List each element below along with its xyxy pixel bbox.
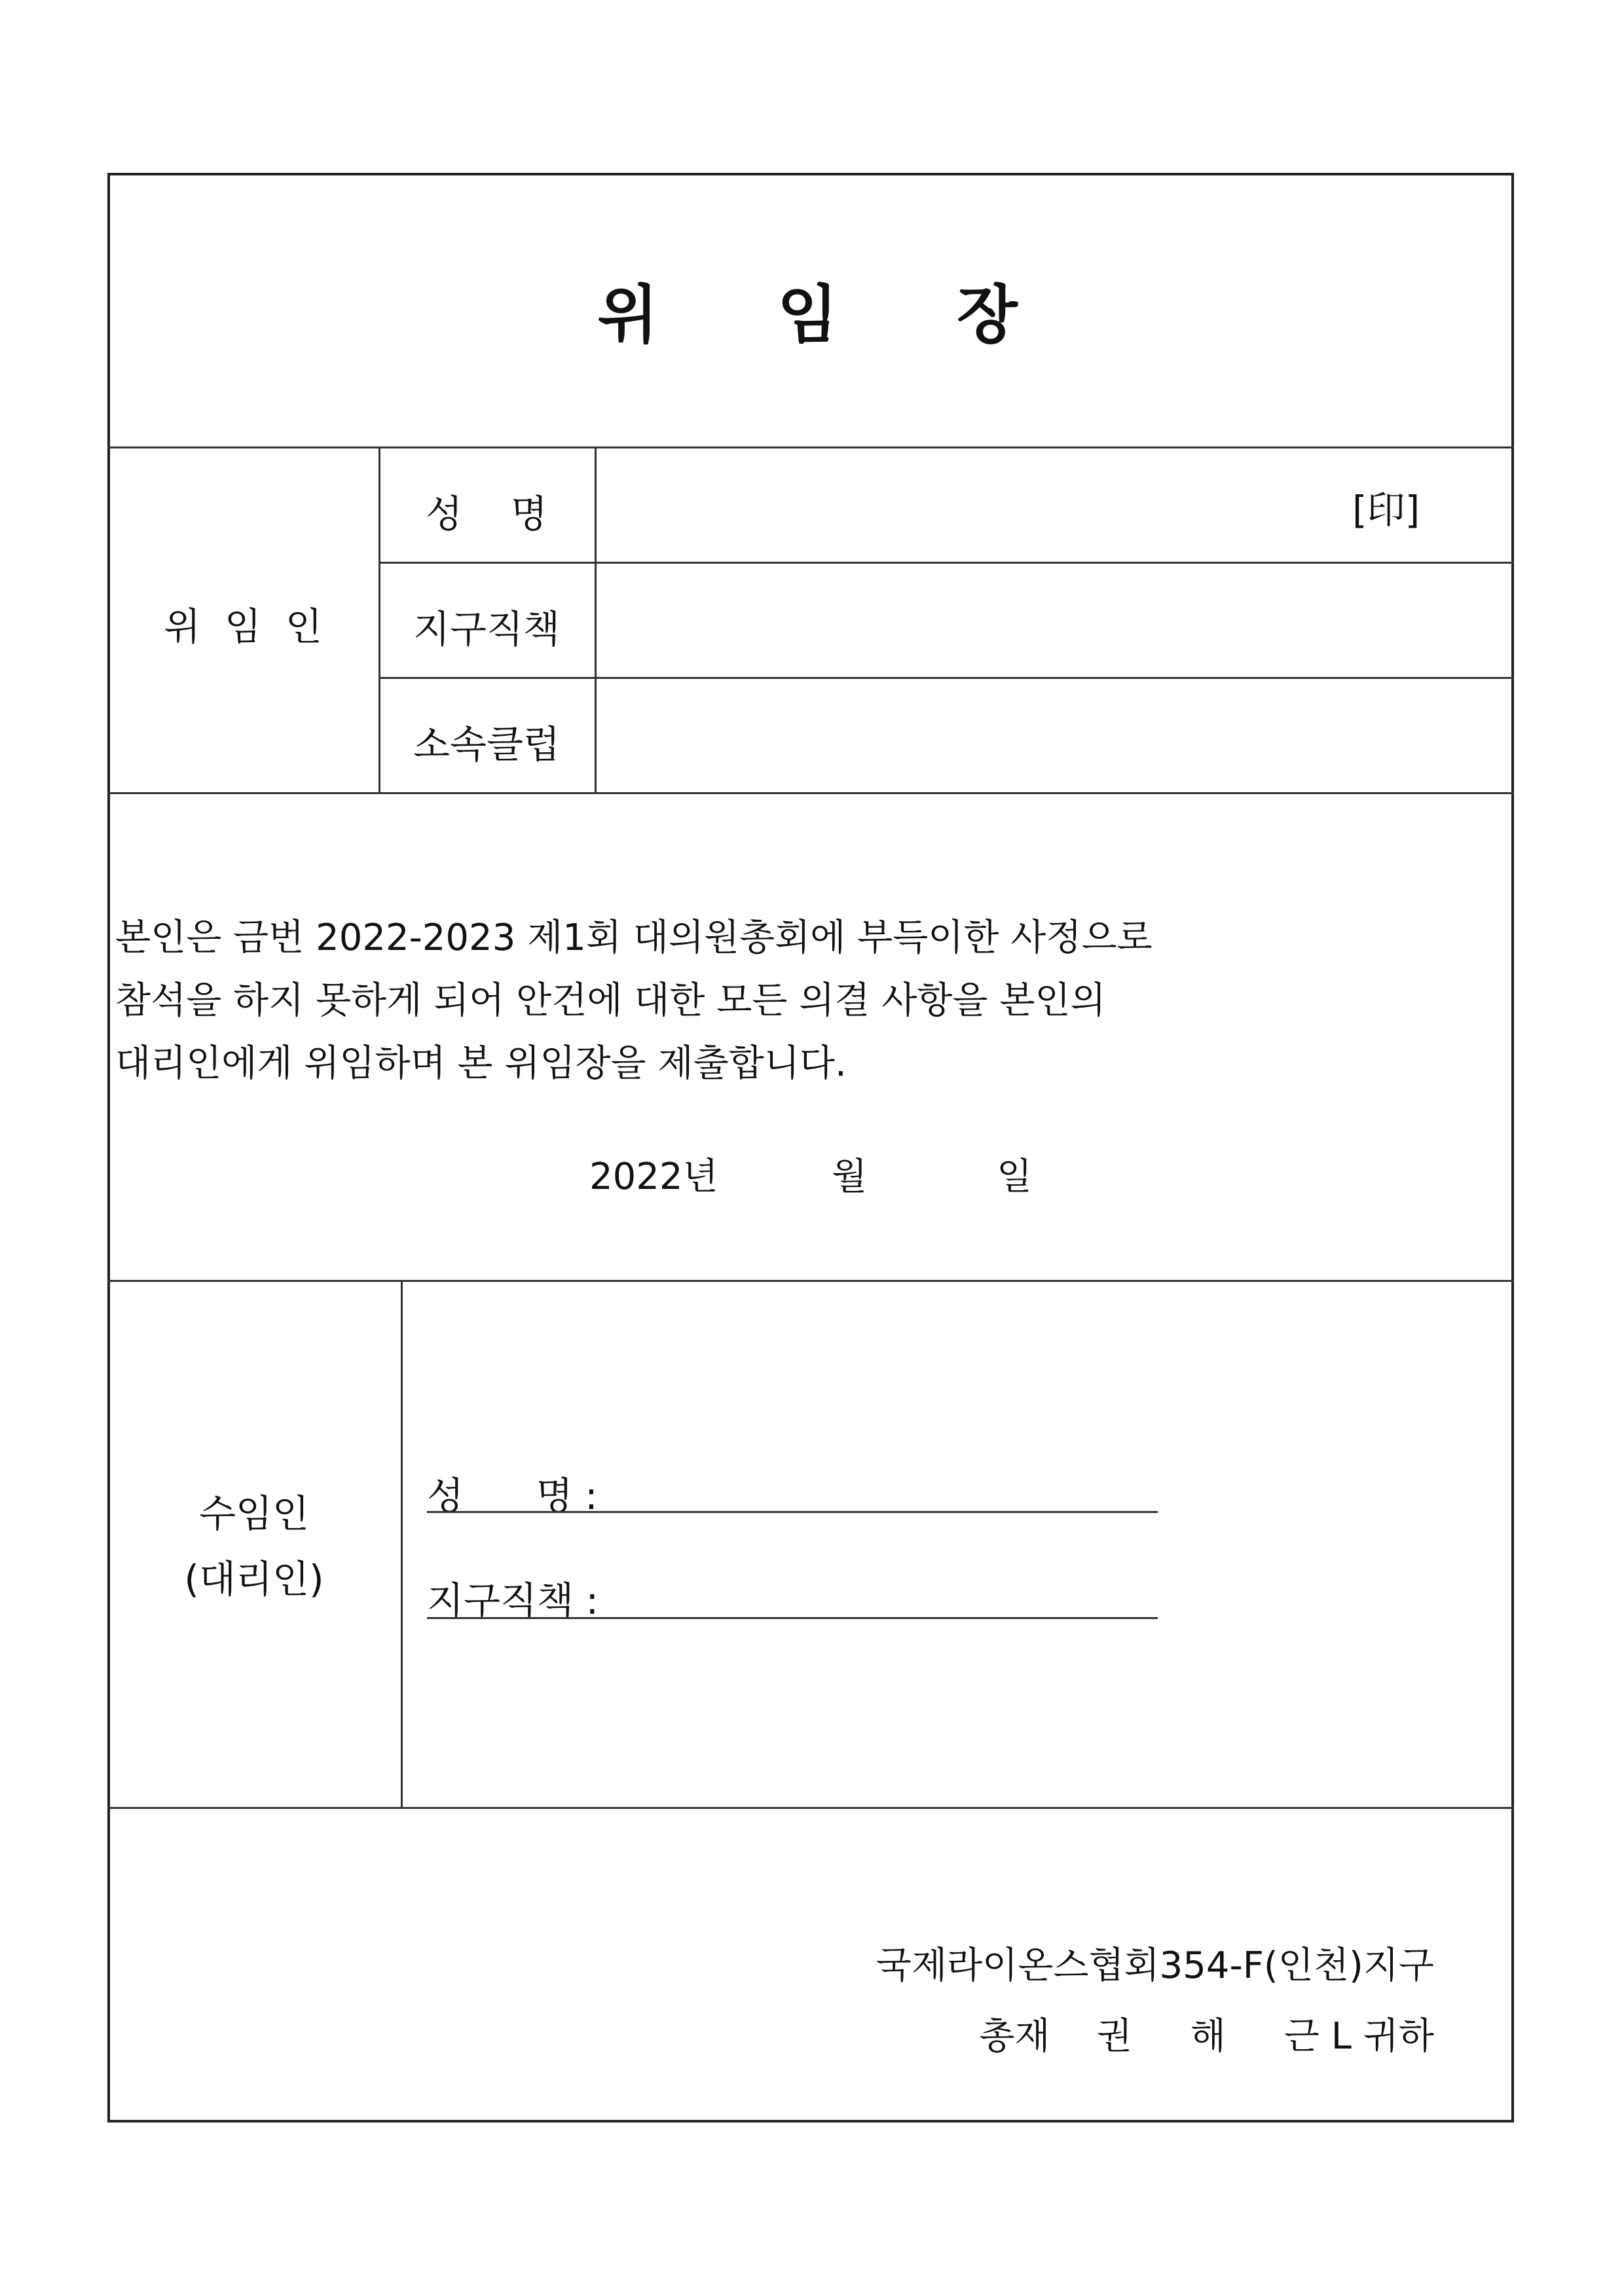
divider-delegator-col2 [595, 446, 597, 792]
proxy-heading-line2: (대리인) [184, 1557, 324, 1601]
divider-proxy [107, 1807, 1514, 1809]
delegator-club-label: 소속클럽 [413, 722, 561, 767]
document-title: 위 임 장 [597, 278, 1024, 352]
delegator-position-label: 지구직책 [413, 607, 561, 651]
divider-row2 [378, 677, 1514, 679]
addressee-organization: 국제라이온스협회354-F(인천)지구 [876, 1944, 1434, 1987]
date-month: 월 [832, 1156, 868, 1198]
statement-line-1: 본인은 금번 2022-2023 제1회 대의원총회에 부득이한 사정으로 [115, 917, 1153, 959]
statement-line-2: 참석을 하지 못하게 되어 안건에 대한 모든 의결 사항을 본인의 [115, 979, 1106, 1022]
proxy-name-field[interactable] [427, 1511, 1158, 1513]
date-year: 2022년 [589, 1156, 718, 1198]
proxy-name-label: 성 명 : [427, 1474, 598, 1518]
statement-line-3: 대리인에게 위임하며 본 위임장을 제출합니다. [115, 1042, 847, 1085]
date-day: 일 [997, 1156, 1033, 1198]
delegator-name-label: 성 명 [426, 492, 547, 536]
document-frame [107, 173, 1514, 2123]
divider-row1 [378, 562, 1514, 564]
divider-delegator [107, 792, 1514, 794]
proxy-heading-line1: 수임인 [198, 1491, 310, 1536]
divider-title [107, 446, 1514, 448]
divider-proxy-col [401, 1280, 403, 1807]
delegator-heading: 위 임 인 [164, 604, 322, 649]
addressee-recipient: 총재 권 해 근 L 귀하 [979, 2015, 1434, 2058]
divider-statement [107, 1280, 1514, 1282]
seal-mark: [印] [1352, 488, 1420, 532]
proxy-position-field[interactable] [427, 1617, 1158, 1619]
proxy-position-label: 지구직책 : [427, 1578, 599, 1623]
